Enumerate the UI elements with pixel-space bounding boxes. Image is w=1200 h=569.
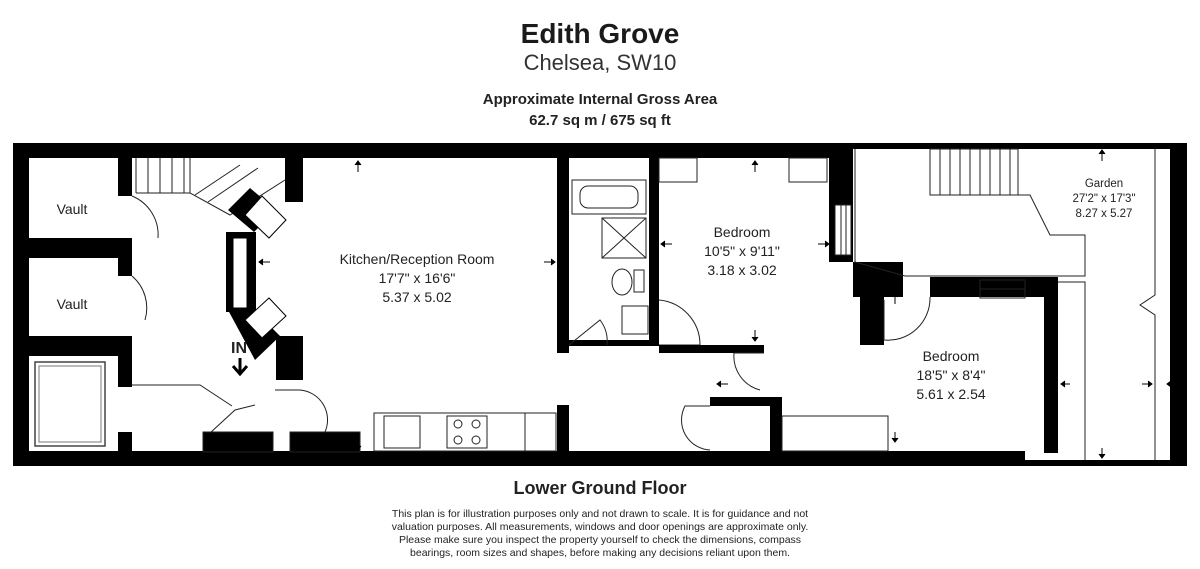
- vault2-label: Vault: [56, 296, 88, 312]
- corridor-wall: [118, 336, 132, 381]
- bath-bottom-wall: [569, 340, 659, 346]
- hob: [447, 416, 487, 448]
- right-wall: [1170, 143, 1187, 466]
- bedroom2-metric: 5.61 x 2.54: [916, 386, 986, 402]
- bedroom1-windows: [659, 158, 851, 255]
- property-location: Chelsea, SW10: [523, 50, 677, 75]
- garden-name: Garden: [1084, 178, 1124, 190]
- kitchen-bath-wall: [557, 158, 569, 353]
- kitchen-metric: 5.37 x 5.02: [382, 289, 452, 305]
- bathroom-fixtures: [572, 180, 648, 334]
- garden-metric: 8.27 x 5.27: [1075, 208, 1133, 220]
- closet-right-wall: [770, 397, 782, 452]
- entrance-label: IN: [231, 340, 247, 357]
- bath-bedroom-wall: [649, 158, 659, 340]
- kitchen-name: Kitchen/Reception Room: [339, 251, 495, 267]
- wardrobe: [782, 416, 888, 451]
- bedroom2-name: Bedroom: [922, 348, 980, 364]
- left-wall: [13, 143, 29, 466]
- kitchen-imperial: 17'7" x 16'6": [378, 270, 456, 286]
- disclaimer-line: This plan is for illustration purposes only and not drawn to scale. It is for guidance and not: [391, 508, 809, 520]
- bedroom2-door: [884, 297, 930, 340]
- storage-right-wall: [118, 432, 132, 452]
- garden-imperial: 27'2" x 17'3": [1072, 193, 1136, 205]
- disclaimer-line: bearings, room sizes and shapes, before making any decisions reliant upon them.: [410, 547, 790, 559]
- bedroom2-imperial: 18'5" x 8'4": [916, 367, 986, 383]
- disclaimer-line: Please make sure you inspect the property yourself to check the dimensions, compass: [398, 534, 802, 546]
- top-wall: [13, 143, 853, 158]
- bedroom1-door: [659, 300, 700, 345]
- area-label: Approximate Internal Gross Area: [482, 91, 718, 108]
- kitchen-sink: [384, 416, 420, 448]
- bedroom2-right-wall: [1044, 277, 1058, 453]
- stair-wall: [285, 158, 303, 202]
- garden-steps: [930, 149, 1018, 195]
- bedroom2-left-wall: [860, 297, 884, 345]
- step-wall: [853, 262, 903, 297]
- bedroom1-name: Bedroom: [713, 224, 771, 240]
- closet-door: [682, 406, 710, 450]
- property-title: Edith Grove: [520, 18, 680, 49]
- disclaimer-line: valuation purposes. All measurements, windows and door openings are approximate only.: [391, 521, 809, 533]
- vault1-right-wall-upper: [118, 158, 132, 196]
- vault1-label: Vault: [56, 201, 88, 217]
- basin: [622, 306, 648, 334]
- toilet: [612, 269, 632, 295]
- bedroom1-metric: 3.18 x 3.02: [707, 262, 777, 278]
- bottom-wall: [13, 451, 1025, 466]
- vault-doors: [132, 196, 158, 320]
- skylight-inner: [39, 366, 101, 442]
- kitchen-hall-wall-lower: [557, 405, 569, 452]
- floor-name: Lower Ground Floor: [513, 478, 687, 498]
- bathtub: [572, 180, 646, 214]
- outer-walls: [13, 143, 1187, 466]
- bedroom1-imperial: 10'5" x 9'11": [704, 243, 780, 259]
- kitchen-counter: [374, 413, 556, 451]
- vault-divider-wall: [29, 238, 119, 258]
- vault-bottom-wall: [29, 336, 119, 356]
- area-value: 62.7 sq m / 675 sq ft: [529, 112, 671, 129]
- disclaimer: [340, 508, 860, 560]
- garden-top-wall: [853, 143, 1187, 149]
- skylight: [35, 362, 105, 446]
- garden-bottom-wall: [1025, 460, 1187, 466]
- vault2-right-wall-upper: [118, 238, 132, 276]
- entrance-arrow-icon: [233, 358, 247, 374]
- entrance-doors: [132, 385, 360, 452]
